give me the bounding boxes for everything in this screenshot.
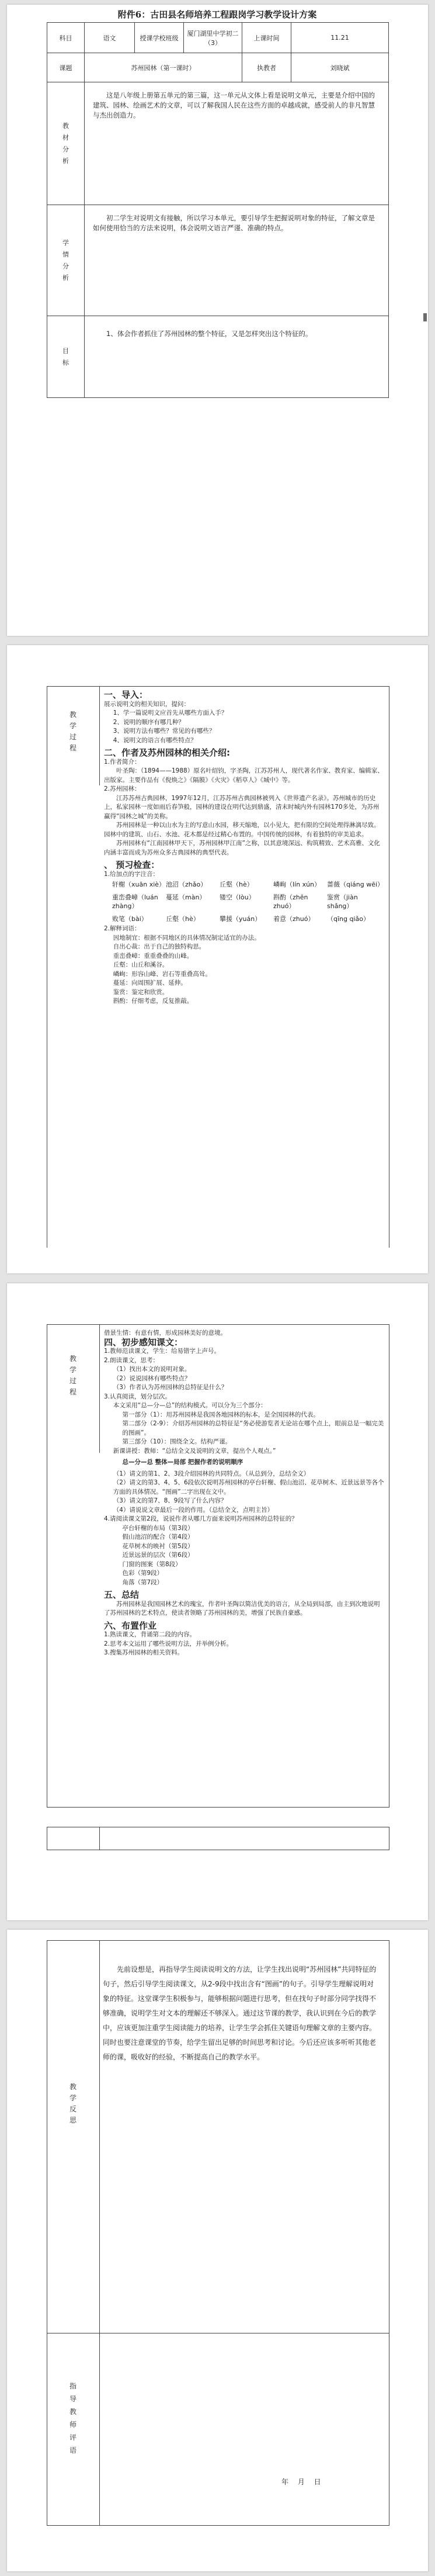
page-3 xyxy=(7,1283,428,1920)
pinyin-word-grid xyxy=(104,879,384,925)
definition: 鉴赏：鉴定和欣赏。 xyxy=(113,988,169,996)
scroll-marker xyxy=(423,313,427,321)
intro-text: 展示说明文的相关知识，提问： xyxy=(104,700,190,708)
feature-item: 门窗的图案（第8段） xyxy=(122,1560,182,1568)
section-preview-title: 、 预习检查： xyxy=(104,860,160,870)
goal-text: 1、体会作者抓住了苏州园林的整个特征，又是怎样突出这个特征的。 xyxy=(106,330,312,338)
pinyin-word: 丘壑（hè） xyxy=(166,915,200,923)
definition: 蔓延：向周围扩展、延伸。 xyxy=(113,979,187,986)
subject-value: 语文 xyxy=(85,23,135,53)
teacher-value: 刘晓斌 xyxy=(291,53,389,82)
pinyin-subtitle: 1.给加点的字注音： xyxy=(104,870,159,878)
feature-item: 亭台轩榭的布局（第3段） xyxy=(122,1524,194,1532)
content-line: 本文采用“总—分—总”的结构模式。可以分为三个部分： xyxy=(113,1402,267,1409)
content-line: 1.教师范读课文，学生：给易错字上声号。 xyxy=(104,1348,221,1355)
blank-row xyxy=(47,1827,389,1850)
reading-question: （1）找出本文的说明对象。 xyxy=(113,1366,191,1373)
section-homework-title: 六、布置作业 xyxy=(104,1620,157,1631)
definition: 斟酌：仔细考虑，反复推敲。 xyxy=(113,998,193,1005)
learner-analysis-cell xyxy=(85,205,389,316)
intro-question: 2、说明的顺序有哪几种？ xyxy=(113,718,185,726)
pinyin-word: （qīng qiǎo） xyxy=(327,915,370,923)
process-label: 教 学 过 程 xyxy=(69,711,76,752)
author-subtitle: 1.作者简介： xyxy=(104,758,141,766)
intro-question: 3、说明方法有哪些？常见的有哪些？ xyxy=(113,728,215,735)
pinyin-word: 丘壑（hè） xyxy=(220,881,253,888)
garden-intro: 苏州园林是一种以山水为主的写意山水园，移天缩地，以小见大，把有限的空间处理得淋漓尽致。园林中的建筑、山石、水池、花木都是经过精心布置的。中国传统的园林，有着独特的审美追求。 xyxy=(104,822,380,838)
content-line: （3）请文的第7、8、9段写了什么内容？ xyxy=(113,1497,227,1504)
section-intro-title: 一、导入： xyxy=(104,690,148,700)
summary-text: 苏州园林是我国园林艺术的瑰宝，作者叶圣陶以简洁优美的语言，从全局到局部，由主到次地说明了苏州园林的艺术特点，使读者领略了苏州园林的美，增强了民族自豪感。 xyxy=(104,1600,380,1616)
pinyin-word: 蔷薇（qiáng wēi） xyxy=(327,881,384,888)
guide-label: 指 导 教 师 评 语 xyxy=(69,2382,76,2454)
info-table xyxy=(47,22,389,398)
material-analysis-text: 这是八年级上册第五单元的第三篇，这一单元从文体上看是说明文单元，主要是介绍中国的建筑、园林、绘画艺术的文章，可以了解我国人民在这些方面的卓越成就，感受前人的非凡智慧与杰出创造力。 xyxy=(93,91,375,119)
pinyin-word: 蔓延（màn） xyxy=(166,893,206,901)
section-reading-title: 四、初步感知课文： xyxy=(104,1337,183,1348)
author-bio: 叶圣陶：（1894——1988）原名叶绍钧，字圣陶，江苏苏州人，现代著名作家、教育家、编辑家、出版家。主要作品有《倪焕之》《隔膜》《火灾》《稻草人》《城中》等。 xyxy=(104,767,384,784)
pinyin-word: 鉴赏（jiàn shǎng） xyxy=(327,893,358,910)
definition: 嶙峋：形容山峰、岩石等重叠高耸。 xyxy=(113,970,211,978)
content-line: 借景生情：有意有情，形成园林美好的意境。 xyxy=(104,1329,227,1337)
pinyin-word: 着意（zhuó） xyxy=(273,915,315,923)
material-analysis-label: 教 材 分 析 xyxy=(47,82,85,205)
process-label: 教 学 过 程 xyxy=(69,1355,76,1396)
pinyin-word: 嶙峋（lín xún） xyxy=(273,881,321,888)
content-line: （4）请说说文章最后一段的作用。（总结全文，点明主旨） xyxy=(113,1506,274,1514)
definition: 丘壑：山丘和溪谷。 xyxy=(113,961,169,968)
feature-item: 角落（第7段） xyxy=(122,1578,163,1586)
garden-intro: 苏州园林有“江南园林甲天下，苏州园林甲江南”之称，以其意境深远、构筑精致、艺术高雅、文化内涵丰富而成为苏州众多古典园林的典型代表。 xyxy=(104,840,380,856)
reading-question: （3）作者认为苏州园林的总特征是什么？ xyxy=(113,1384,228,1391)
homework-item: 1.熟读课文，背诵第二段的内容。 xyxy=(104,1631,196,1638)
intro-question: 1、学一篇说明文应首先从哪些方面入手？ xyxy=(113,709,228,716)
structure-diagram: 总—分—总 整体—局部 把握作者的说明顺序 xyxy=(122,1459,243,1466)
guide-date: 年 月 日 xyxy=(281,2478,325,2486)
reflection-label: 教 学 反 思 xyxy=(69,2083,76,2124)
content-line: 2.朗读课文，思考： xyxy=(104,1356,159,1364)
topic-value: 苏州园林（第一课时） xyxy=(85,53,242,82)
pinyin-word: 斟酌（zhēn zhuó） xyxy=(273,893,308,910)
feature-item: 近景远景的层次（第6段） xyxy=(122,1552,194,1559)
learner-analysis-text: 初二学生对说明文有接触，所以学习本单元，要引导学生把握说明对象的特征，了解文章是如何使用恰当的方法来说明，体会说明文语言严谨、准确的特点。 xyxy=(93,214,375,232)
goal-label: 目 标 xyxy=(47,316,85,398)
definition: 因地制宜：根据不同地区的具体情况制定适宜的办法。 xyxy=(113,934,260,941)
structure-part: 第三部分（10）：围绕全文。结构严谨。 xyxy=(122,1438,232,1445)
pinyin-word: 攀援（yuán） xyxy=(220,915,262,923)
section-author-title: 二、作者及苏州园林的相关介绍: xyxy=(104,747,231,758)
garden-subtitle: 2.苏州园林： xyxy=(104,785,141,792)
learner-analysis-label: 学 情 分 析 xyxy=(47,205,85,316)
reading-question: （2）说说园林有哪些特点？ xyxy=(113,1374,191,1382)
garden-intro: 江苏苏州古典园林，1997年12月，江苏苏州古典园林被列入《世界遗产名录》。苏州城市的历史上，私家园林一度如雨后春笋般，园林的建设在明代达到鼎盛，清末时城内外有园林170多处，为苏州赢得“园林之城”的美称。 xyxy=(104,794,380,820)
content-line: （2）请文的第3、4、5、6段依次说明苏州园林的亭台轩榭、假山池沼、花草树木、近景远景等各个方面的具体情况。“图画”二字出现在文中。 xyxy=(113,1479,384,1495)
reflection-text: 先前设想是，再指导学生阅读说明文的方法，让学生找出说明“苏州园林”共同特征的句子，然后引导学生阅读课文，从2-9段中找出含有“图画”的句子。引导学生理解说明对象的特征。这堂课学生积极参与，能够根据问题进行思考，但在找句子时部分同学找得不够准确，说明学生对文本的理解还不够深入。通过这节课的教学，我认识到在今后的教学中，应该更加注重学生阅读能力的培养，让学生学会抓住关键语句理解文章的主要内容。同时也要注意课堂的节奏，给学生留出足够的时间思考和讨论。今后还应该多听听其他老师的课，吸收好的经验，不断提高自己的教学水平。 xyxy=(103,1965,377,2061)
process-content-2 xyxy=(100,1327,388,1660)
feature-item: 色彩（第9段） xyxy=(122,1570,163,1577)
school-value: 厦门湖里中学初二（3） xyxy=(184,23,242,53)
time-label: 上课时间 xyxy=(242,23,291,53)
section-summary-title: 五、总结 xyxy=(104,1590,140,1600)
subject-label: 科目 xyxy=(47,23,85,53)
feature-item: 花草树木的映衬（第5段） xyxy=(122,1542,194,1550)
pinyin-word: 池沼（zhǎo） xyxy=(166,881,207,888)
material-analysis-cell xyxy=(85,82,389,205)
document-title: 附件6：古田县名师培养工程跟岗学习教学设计方案 xyxy=(117,9,317,20)
homework-item: 2.思考本文运用了哪些说明方法，并举例分析。 xyxy=(104,1640,233,1647)
pinyin-word: 轩榭（xuān xiè） xyxy=(112,881,166,888)
process-content-1 xyxy=(100,688,388,1009)
structure-part: 第二部分（2-9）：介绍苏州园林的总特征是“务必使游览者无论站在哪个点上，眼前总是一幅完美的图画”。 xyxy=(122,1420,384,1436)
homework-item: 3.搜集苏州园林的相关资料。 xyxy=(104,1649,184,1656)
intro-question: 4、说明文的语言有哪些特点？ xyxy=(113,736,197,744)
feature-item: 假山池沼的配合（第4段） xyxy=(122,1533,194,1540)
time-value: 11.21 xyxy=(291,23,389,53)
pinyin-word: 败笔（bài） xyxy=(112,915,148,923)
school-label: 授课学校班级 xyxy=(135,23,184,53)
page-4 xyxy=(7,1930,428,2571)
page-1 xyxy=(7,5,428,636)
content-line: 新课讲授：教师：“总结全文及说明的文章，提出个人观点。” xyxy=(113,1447,276,1455)
goal-cell xyxy=(85,316,389,398)
content-line: 4.请阅读课文第2段，说说作者从哪几方面来说明苏州园林的总特征的？ xyxy=(104,1515,298,1522)
definitions-subtitle: 2.解释词语： xyxy=(104,925,141,932)
definition: 自出心裁：出于自己的独特构思。 xyxy=(113,943,206,950)
content-line: （1）请文的第1、2、3段介绍园林的共同特点。（从总到分，总结全文） xyxy=(113,1470,310,1477)
content-line: 3.认真阅读，划分层次。 xyxy=(104,1393,172,1400)
teacher-label: 执教者 xyxy=(242,53,291,82)
pinyin-word: 镂空（lòu） xyxy=(220,893,255,901)
structure-part: 第一部分（1）：用苏州园林是我国各地园林的标本，是全国园林的代表。 xyxy=(122,1411,319,1418)
pinyin-word: 重峦叠嶂（luán zhàng） xyxy=(112,893,158,910)
definition: 重峦叠嶂：重重叠叠的山峰。 xyxy=(113,952,193,960)
page-2 xyxy=(7,645,428,1273)
topic-label: 课题 xyxy=(47,53,85,82)
